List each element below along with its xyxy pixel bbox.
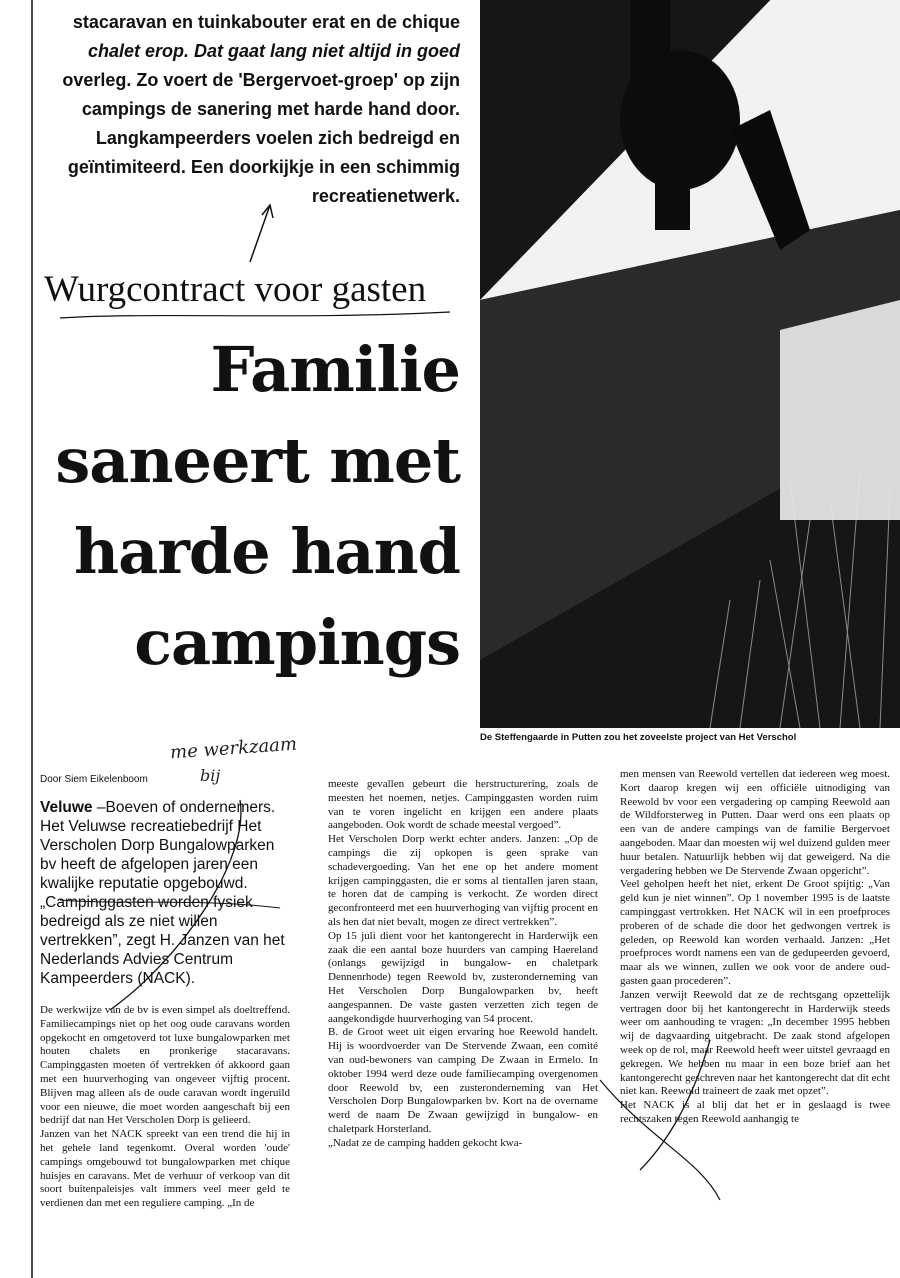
headline-line: campings xyxy=(134,606,460,679)
kicker-heading: Wurgcontract voor gasten xyxy=(44,269,427,310)
lead-paragraph xyxy=(40,798,292,988)
intro-line: recreatienetwerk. xyxy=(311,186,460,206)
article-column-2 xyxy=(328,778,598,1151)
lead-text: –Boeven of ondernemers. Het Veluwse recreatiebedrijf Het Verscholen Dorp Bungalowparken bv heeft de afgelopen jaren een kwalijke reputatie opgebouwd. „Campinggasten worden fysiek bedreigd als ze niet willen vertrekken”, zegt H. Janzen van het Nederlands Advies Centrum Kampeerders (NACK). xyxy=(40,799,285,987)
headline-line: Familie xyxy=(210,333,460,406)
paragraph: Het Verscholen Dorp werkt echter anders. Janzen: „Op de campings die zij opkopen is geen sprake van schadevergoeding. Van het ene op het andere moment krijgen campinggasten, die er soms al tientallen jaren staan, te horen dat de camping is verkocht. Ze worden direct geconfronteerd met een huurverhoging van vijftig procent en als hen dat niet bevalt, mogen ze direct vertrekken”. xyxy=(328,833,598,928)
handwritten-note: me werkzaam xyxy=(169,733,298,764)
article-photo xyxy=(480,0,900,728)
intro-line: Langkampeerders voelen zich bedreigd en xyxy=(95,128,460,148)
byline: Door Siem Eikelenboom xyxy=(40,774,148,785)
intro-line: overleg. Zo voert de 'Bergervoet-groep' op zijn xyxy=(62,70,460,90)
headline-line: harde hand xyxy=(74,515,460,588)
article-column-3 xyxy=(620,768,890,1127)
intro-line: geïntimiteerd. Een doorkijkje in een schimmig xyxy=(67,157,460,177)
paragraph: meeste gevallen gebeurt die herstructurering, zoals de meesten het noemen, netjes. Campinggasten worden ruim van te voren ingelicht en krijgen een andere plaats aangeboden. Ook wordt de schade meestal vergoed”. xyxy=(328,778,598,832)
intro-line: stacaravan en tuinkabouter erat en de chique xyxy=(72,12,460,32)
paragraph: Op 15 juli dient voor het kantongerecht in Harderwijk een zaak die een aantal boze huurders van camping Haereland (onlangs gewijzigd in bungalow- en chaletpark Dennenrhode) tegen Reewold bv, zusteronderneming van Het Verscholen Dorp Bungalowparken bv, heeft aangespannen. De vaste gasten verzetten zich tegen de aangekondigde huurverhoging van 54 procent. xyxy=(328,929,598,1025)
pen-arrow xyxy=(250,205,270,262)
photo-illustration xyxy=(480,0,900,728)
paragraph: Janzen verwijt Reewold dat ze de rechtsgang opzettelijk vertragen door bij het kantongerecht in Harderwijk steeds weer om aanhouding te vragen: „In december 1995 hebben wij de dagvaarding uitgebracht. De zaak stond afgelopen week op de rol, maar Reewold heeft weer uitstel gevraagd en gekregen. We hebben nu maar in een boze brief aan het kantongerecht geschreven naar het kantongerecht dat dit echt niet kan. Reewold traineert de zaak met opzet”. xyxy=(620,988,890,1098)
page-title xyxy=(40,324,460,688)
photo-caption: De Steffengaarde in Putten zou het zoveelste project van Het Verschol xyxy=(480,732,797,743)
intro-text xyxy=(40,8,460,211)
article-column-1 xyxy=(40,1004,290,1211)
headline-line: saneert met xyxy=(55,424,460,497)
intro-line: chalet erop. Dat gaat lang niet altijd in goed xyxy=(87,41,460,61)
dateline: Veluwe xyxy=(40,799,93,816)
paragraph: De werkwijze van de bv is even simpel als doeltreffend. Familiecampings niet op het oog oude caravans worden opgekocht en omgetoverd tot luxe bungalowparken met houten chalets en pronkerige stacaravans. Campinggasten moeten óf vertrekken óf akkoord gaan met een huurverhoging van ongeveer vijftig procent. Blijven mag alleen als de oude caravan wordt ingeruild voor een nieuwe, die moet worden aangeschaft bij een bedrijf dat nan Het Verscholen Dorp is gelieerd. xyxy=(40,1004,290,1127)
paragraph: men mensen van Reewold vertellen dat iedereen weg moest. Kort daarop kregen wij een officiële uitnodiging van Reewold bv voor een vergadering op camping Reewold aan de Wildforsterweg in Putten. Daar werd ons een plaats op een van de andere campings van de familie Bergervoet aangeboden. Maar dan moesten wij wel duizend gulden meer huur betalen. Natuurlijk hebben wij dat geweigerd. Na die vergadering hebben we De Stervende Zwaan opgericht”. xyxy=(620,768,890,877)
pen-underline xyxy=(60,312,450,318)
paragraph: Het NACK is al blij dat het er in geslaagd is twee rechtszaken tegen Reewold aanhangig te xyxy=(620,1099,890,1125)
paragraph: B. de Groot weet uit eigen ervaring hoe Reewold handelt. Hij is woordvoerder van De Stervende Zwaan, een comité van oud-bewoners van camping De Zwaan in Ermelo. In oktober 1994 werd deze oude familiecamping overgenomen door Reewold bv, een zusteronderneming van Het Verscholen Dorp Bungalowparken bv. Kort na de overname werd de naam De Zwaan gewijzigd in bungalow- en chaletpark Horsterland. xyxy=(328,1026,598,1135)
paragraph: Janzen van het NACK spreekt van een trend die hij in het gehele land tegenkomt. Overal worden 'oude' campings omgebouwd tot bungalowparken met chique huisjes en caravans. Met de verhuur of verkoop van dit soort buitenpaleisjes valt immers veel meer geld te verdienen dan met een reguliere camping. „In de xyxy=(40,1128,290,1210)
intro-line: campings de sanering met harde hand door. xyxy=(81,99,460,119)
handwritten-note: bij xyxy=(200,766,221,785)
paragraph: Veel geholpen heeft het niet, erkent De Groot spijtig: „Van geld kun je niet winnen”. Op 1 november 1995 is de laatste campinggast vertrokken. Het NACK wil in een proefproces proberen of de schade die door het gedwongen vertrek is geleden, op Reewold kan worden verhaald. Janzen: „Het proefproces wordt namens een van de gedupeerden gevoerd, maar als we winnen, zullen we ook voor de andere oud-gasten gaan procederen”. xyxy=(620,878,890,987)
paragraph: „Nadat ze de camping hadden gekocht kwa- xyxy=(328,1136,523,1149)
